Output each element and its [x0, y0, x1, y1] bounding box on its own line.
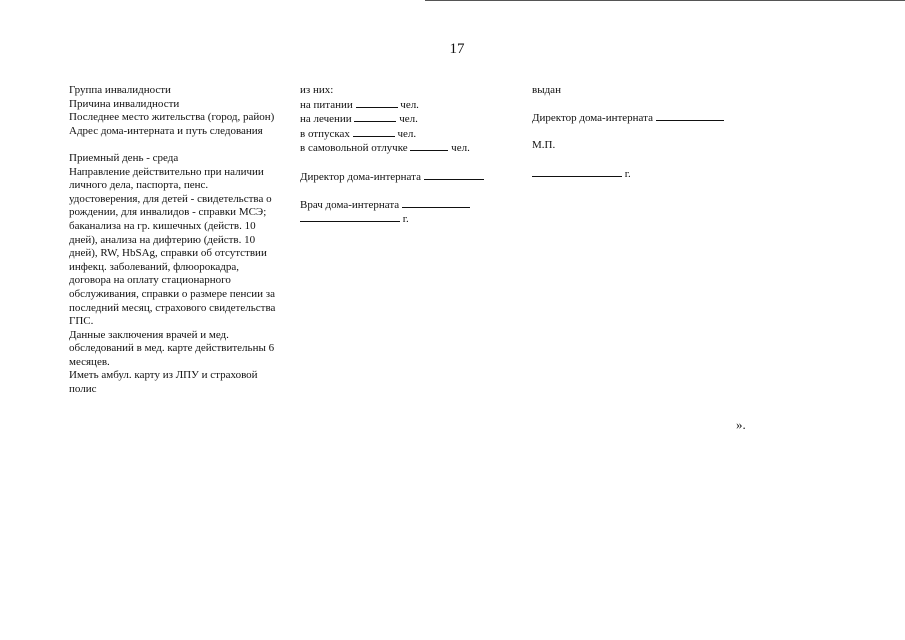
- vacation-label: в отпусках: [300, 127, 350, 140]
- conditions-line: Данные заключения врачей и мед.: [69, 328, 229, 341]
- director-signature-field[interactable]: [656, 111, 724, 121]
- unit-label: чел.: [400, 98, 419, 111]
- conditions-line: Направление действительно при наличии: [69, 165, 264, 178]
- middle-column: [300, 84, 515, 227]
- conditions-line: полис: [69, 383, 97, 396]
- year-label: г.: [624, 167, 631, 180]
- unit-label: чел.: [451, 142, 470, 155]
- stamp-label: М.П.: [532, 139, 556, 152]
- doctor-date-row: [300, 212, 515, 227]
- conditions-line: договора на оплату стационарного: [69, 274, 231, 287]
- conditions-line: дней), анализа на дифтерию (действ. 10: [69, 233, 256, 246]
- date-field[interactable]: [532, 167, 622, 177]
- conditions-line: рождении, для инвалидов - справки МСЭ;: [69, 206, 267, 219]
- absent-row: [300, 141, 515, 156]
- unit-label: чел.: [399, 113, 418, 126]
- director-label: Директор дома-интерната: [300, 170, 421, 183]
- issued-label: выдан: [532, 84, 561, 96]
- spacer: [532, 98, 772, 112]
- conditions-line: обследований в мед. карте действительны 6: [69, 342, 275, 355]
- doctor-row: [300, 198, 515, 213]
- absent-field[interactable]: [410, 141, 448, 151]
- spacer: [300, 184, 515, 198]
- conditions-line: ГПС.: [69, 315, 94, 328]
- of-them-heading: из них:: [300, 84, 334, 96]
- director-signature-field[interactable]: [424, 170, 484, 180]
- director-row: [300, 170, 515, 185]
- vacation-row: [300, 127, 515, 142]
- treatment-row: [300, 112, 515, 127]
- top-border-line: [425, 0, 905, 1]
- unit-label: чел.: [397, 127, 417, 140]
- conditions-line: месяцев.: [69, 355, 110, 368]
- disability-cause-label: Причина инвалидности: [69, 97, 180, 110]
- director-label: Директор дома-интерната: [532, 112, 653, 125]
- date-row: [532, 167, 772, 182]
- spacer: [300, 156, 515, 170]
- conditions-line: баканализа на гр. кишечных (действ. 10: [69, 219, 256, 232]
- director-row: [532, 111, 772, 126]
- absent-label: в самовольной отлучке: [300, 142, 408, 155]
- vacation-field[interactable]: [353, 127, 395, 137]
- closing-quote: ».: [736, 417, 746, 432]
- treatment-field[interactable]: [354, 112, 396, 122]
- spacer: [532, 126, 772, 140]
- doctor-date-field[interactable]: [300, 212, 400, 222]
- nutrition-field[interactable]: [356, 98, 398, 108]
- conditions-line: дней), RW, HbSAg, справки об отсутствии: [69, 247, 267, 260]
- spacer: [69, 138, 301, 152]
- reception-day: Приемный день - среда: [69, 151, 179, 164]
- nutrition-label: на питании: [300, 98, 353, 111]
- conditions-line: обслуживания, справки о размере пенсии за: [69, 287, 275, 300]
- last-residence-label: Последнее место жительства (город, район): [69, 111, 275, 124]
- doctor-signature-field[interactable]: [402, 198, 470, 208]
- conditions-line: удостоверения, для детей - свидетельства о: [69, 192, 272, 205]
- disability-group-label: Группа инвалидности: [69, 84, 171, 96]
- year-label: г.: [402, 213, 409, 226]
- nutrition-row: [300, 98, 515, 113]
- treatment-label: на лечении: [300, 113, 352, 126]
- doctor-label: Врач дома-интерната: [300, 198, 400, 211]
- conditions-line: Иметь амбул. карту из ЛПУ и страховой: [69, 369, 258, 382]
- address-route-label: Адрес дома-интерната и путь следования: [69, 124, 263, 137]
- right-column: [532, 84, 772, 181]
- left-column: [69, 84, 301, 397]
- page-number: 17: [449, 41, 465, 57]
- spacer: [532, 153, 772, 167]
- conditions-line: личного дела, паспорта, пенс.: [69, 179, 209, 192]
- conditions-line: инфекц. заболеваний, флюорокадра,: [69, 260, 240, 273]
- conditions-line: последний месяц, страхового свидетельства: [69, 301, 276, 314]
